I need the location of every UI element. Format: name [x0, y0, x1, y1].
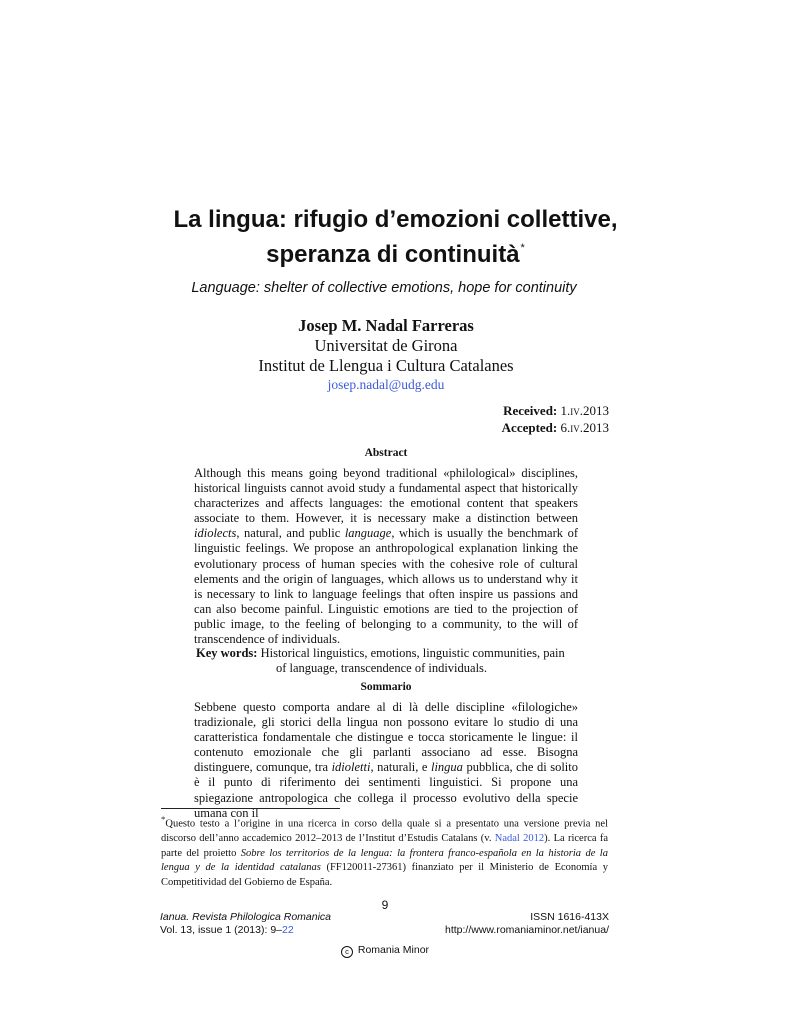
received-label: Received:: [503, 403, 558, 418]
submission-dates: [502, 402, 609, 436]
title-line-1: La lingua: rifugio d’emozioni collettive,: [173, 206, 618, 233]
paper-title: [0, 205, 791, 269]
sommario-text: [194, 700, 578, 821]
accepted-date: [502, 419, 609, 436]
accepted-label: Accepted:: [501, 420, 558, 435]
journal-url-link[interactable]: http://www.romaniaminor.net/ianua/: [444, 924, 609, 936]
sommario-em-lingua: lingua: [430, 760, 463, 775]
sommario-text-c: pubblica, che di solito è il punto di riferimento dei sentimenti linguistici. Si propone una spiegazione antropologica che collega il processo evolutivo della specie umana con il: [194, 760, 578, 820]
volume-prefix: Vol. 13, issue 1 (2013): 9–: [160, 924, 282, 936]
copyright-line: [0, 944, 770, 958]
footnote-project-title: Sobre los territorios de la lengua: la frontera franco-española en la historia de la lengua y de la identidad catalanas: [161, 847, 608, 874]
author-affiliation-2: Institut de Llengua i Cultura Catalanes: [258, 356, 514, 375]
author-affiliation-1: Universitat de Girona: [314, 336, 458, 355]
footnote-rule: [161, 808, 340, 809]
keywords-line-1: Historical linguistics, emotions, linguistic communities, pain: [260, 646, 565, 660]
sommario-heading: Sommario: [360, 681, 412, 693]
keywords-label: Key words:: [196, 646, 258, 660]
title-line-2: speranza di continuità: [266, 241, 520, 268]
abstract-text-a: Although this means going beyond traditional «philological» disciplines, historical linguists cannot avoid study a fundamental aspect that historically characterizes and affects languages: the emotional content that speakers associate to them. However, it is necessary make a distinction between: [194, 466, 578, 526]
footnote-text-a: Questo testo a l’origine in una ricerca in corso della quale si a presentato una versione previa nel discorso dell’anno accademico 2012–2013 de l’Institut d’Estudis Catalans (v.: [161, 818, 608, 845]
page-number: 9: [381, 898, 389, 912]
abstract-em-idiolects: idiolects: [194, 526, 237, 541]
last-page-link[interactable]: 22: [282, 924, 294, 936]
issn: ISSN 1616-413X: [530, 911, 609, 923]
sommario-em-idioletti: idioletti: [331, 760, 371, 775]
sommario-text-a: Sebbene questo comporta andare al di là delle discipline «filologiche» tradizionale, gli storici della lingua non possono evitare lo studio di una caratteristica fondamentale che distingue e tocca storicamente le lingue: il contenuto emozionale che gli parlanti associano ad esse. Bisogna distinguere, comunque, tra: [194, 700, 578, 775]
sommario-text-b: , naturali, e: [370, 760, 431, 775]
keywords-line-2: of language, transcendence of individuals.: [276, 661, 488, 675]
paper-subtitle: Language: shelter of collective emotions, hope for continuity: [191, 280, 577, 296]
keywords: [196, 646, 574, 676]
abstract-text-b: , natural, and public: [236, 526, 345, 541]
accepted-value: 6.iv.2013: [560, 420, 609, 435]
journal-name: Ianua. Revista Philologica Romanica: [160, 911, 332, 923]
author-block: [0, 316, 772, 394]
author-name: Josep M. Nadal Farreras: [298, 316, 474, 335]
volume-info: [160, 924, 294, 937]
copyright-icon: c: [341, 946, 353, 958]
received-value: 1.iv.2013: [560, 403, 609, 418]
copyright-text: Romania Minor: [357, 944, 430, 956]
abstract-text: [194, 466, 578, 647]
footnote-text-b: ). La ricerca fa parte del proietto: [161, 833, 608, 859]
footnote-mark: *: [161, 814, 166, 824]
abstract-text-c: , which is usually the benchmark of linguistic feelings. We propose an anthropological explanation linking the evolutionary process of human species with the cohesive role of cultural elements and the origin of languages, which allows us to understand why it is necessary to link to language feelings that often inspire us passions and can also become painful. Linguistic emotions are tied to the projection of public image, to the feeling of belonging to a community, to the will of transcendence of individuals.: [194, 526, 578, 647]
received-date: [502, 402, 609, 419]
footnote: [161, 812, 608, 890]
footnote-text-c: (FF120011-27361) finanziato per il Ministerio de Economía y Competitividad del Gobierno de España.: [161, 862, 608, 888]
title-footnote-mark: *: [520, 242, 525, 254]
footnote-citation-link[interactable]: Nadal 2012: [494, 833, 545, 845]
author-email-link[interactable]: josep.nadal@udg.edu: [327, 377, 445, 392]
abstract-em-language: language: [344, 526, 392, 541]
abstract-heading: Abstract: [364, 447, 408, 459]
